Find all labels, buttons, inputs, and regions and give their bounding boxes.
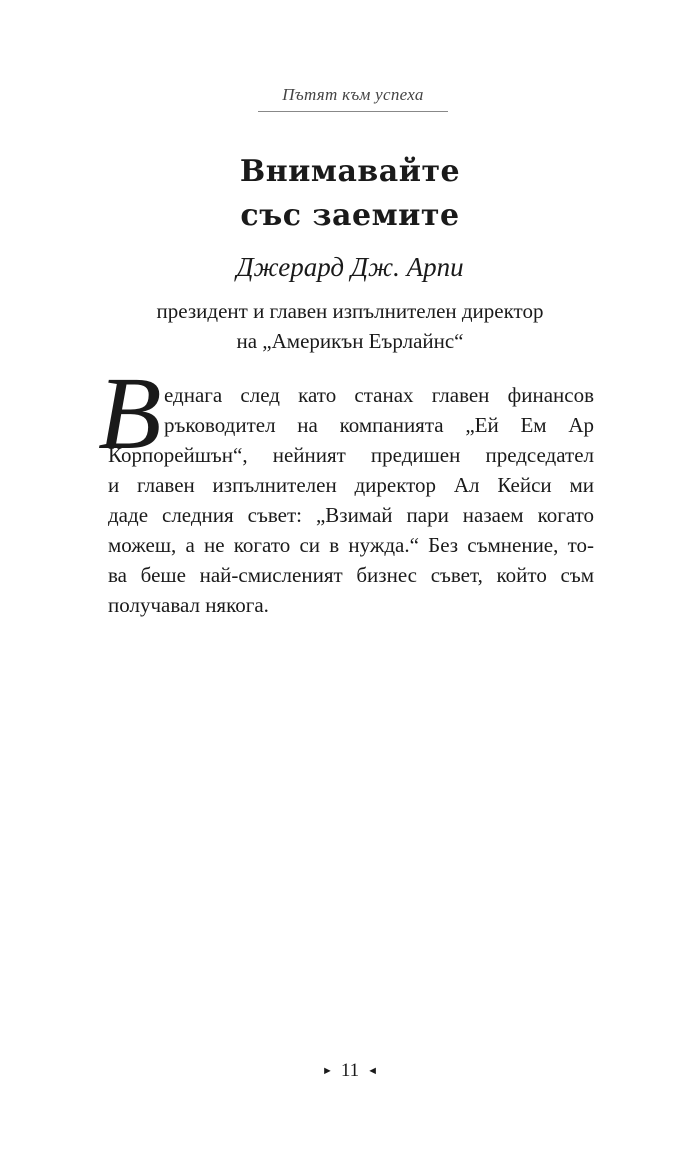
author-name: Джерард Дж. Арпи <box>236 252 464 282</box>
body-line: Корпорейшън“, нейният предишен председател <box>108 443 594 467</box>
body-line: можеш, а не когато си в нужда.“ Без съмнение, то- <box>108 533 594 557</box>
author-role-line-1: президент и главен изпълнителен директор <box>156 299 544 323</box>
body-line: еднага след като станах главен финансов <box>164 383 594 407</box>
page-number: 11 <box>340 1060 360 1081</box>
drop-cap: В <box>98 356 162 471</box>
chapter-title-line-2: със заемите <box>240 198 460 233</box>
body-line: ръководител на компанията „Ей Ем Ар <box>164 413 594 437</box>
author-role <box>0 296 700 356</box>
body-line: даде следния съвет: „Взимай пари назаем когато <box>108 503 594 527</box>
folio-right-arrow-icon: ◄ <box>367 1065 379 1077</box>
body-line: и главен изпълнителен директор Ал Кейси ми <box>108 473 594 497</box>
chapter-title <box>0 150 700 238</box>
body-paragraph <box>108 380 594 620</box>
chapter-title-line-1: Внимавайте <box>239 154 461 189</box>
folio-left-arrow-icon: ► <box>321 1065 333 1077</box>
body-line: получавал някога. <box>108 593 269 617</box>
author-role-line-2: на „Америкън Еърлайнс“ <box>236 329 464 353</box>
page-footer <box>0 1060 700 1082</box>
running-head-rule <box>258 111 448 112</box>
body-line: ва беше най-смисленият бизнес съвет, който съм <box>108 563 594 587</box>
running-head: Пътят към успеха <box>282 85 424 104</box>
